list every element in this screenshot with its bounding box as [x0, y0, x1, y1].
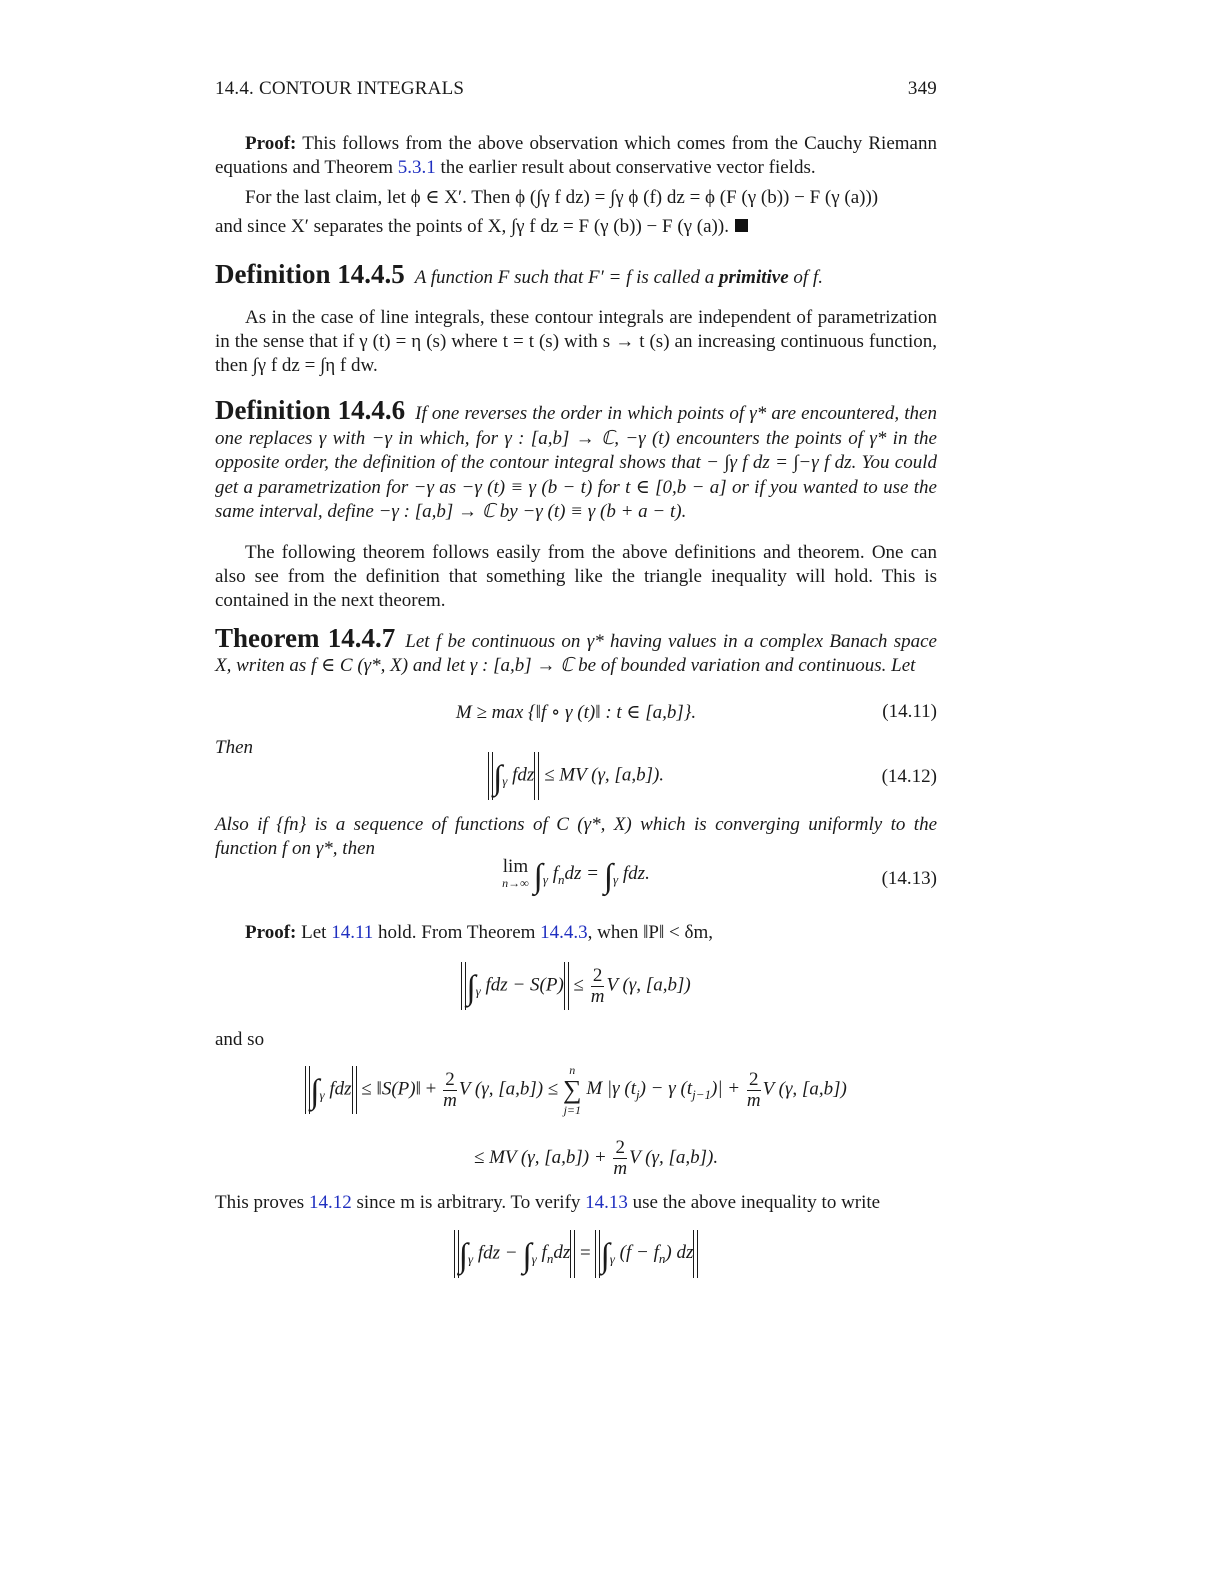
equation-body: lim n→∞ $\int_\gamma$ $f_ndz = \int_\gamma$ fdz. [502, 855, 650, 895]
definition-title: Definition 14.4.5 [215, 259, 405, 289]
proof-text: use the above inequality to write [627, 1192, 881, 1213]
definition-title: Definition 14.4.6 [215, 395, 406, 425]
and-so-text: and so [215, 1029, 265, 1050]
final-equation [215, 1230, 937, 1290]
equation-number: (14.12) [881, 766, 937, 787]
theorem-title: Theorem 14.4.7 [215, 623, 396, 653]
equation-link-14-12[interactable]: 14.12 [308, 1192, 352, 1213]
page-number: 349 [907, 78, 937, 99]
qed-square-icon [735, 219, 748, 232]
definition-14-4-6 [215, 395, 937, 525]
following-paragraph: The following theorem follows easily from the above definitions and theorem. One can also see from the definition that something like the triangle inequality will hold. This is contained in the next theorem. [215, 542, 937, 611]
proof-paragraph-2 [215, 921, 937, 945]
theorem-14-4-7 [215, 623, 937, 678]
definition-term: primitive [719, 267, 789, 288]
then-label: Then [215, 737, 253, 758]
also-paragraph: Also if {fn} is a sequence of functions of C (γ*, X) which is converging uniformly to the function f on γ*, then [215, 814, 937, 859]
equation-14-12 [215, 752, 937, 808]
definition-text: If one reverses the order in which points of γ* are encountered, then one replaces γ with −γ in which, for γ : [a,b] → ℂ, −γ (t) encounters the points of γ* in the opposite order, the definition of the contour integral shows that − ∫γ f dz = ∫−γ f dz. You could get a parametrization for −γ as −γ (t) ≡ γ (b − t) for t ∈ [0,b − a] or if you wanted to use the same interval, define −γ : [a,b] → ℂ by −γ (t) ≡ γ (b + a − t). [215, 403, 937, 522]
equation-14-13 [215, 855, 937, 908]
inequality-chain [215, 1062, 937, 1122]
equation-body: $\int_\gamma$ fdz ≤ MV (γ, [a,b]). [215, 752, 937, 800]
proof-text: , when ‖P‖ < δm, [587, 922, 714, 943]
equation-body: $\int_\gamma$ fdz − $\int_\gamma$ $f_ndz = \int_\gamma$ $(f - f_n)$ dz [215, 1230, 937, 1278]
equation-body: M ≥ max {‖f ∘ γ (t)‖ : t ∈ [a,b]}. [455, 702, 697, 723]
equation-rhs: ≤ MV (γ, [a,b]). [544, 764, 665, 786]
proof-text: since m is arbitrary. To verify [351, 1192, 586, 1213]
definition-text: A function F such that F′ = f is called a [414, 267, 719, 288]
equation-body: $\int_\gamma$ fdz ≤ ‖S(P)‖ + $\frac{2}{m}$ V (γ, [a,b]) ≤ n ∑ j=1 M |γ $(t_j) - \gamma$ $(t_{j-1})|$ + $\frac{2}{m}$ V (γ, [a,b]) [215, 1062, 937, 1118]
equation-body: $\int_\gamma$ fdz − S(P) ≤ $\frac{2}{m}$ V (γ, [a,b]) [215, 962, 937, 1010]
proof-text: Let [296, 922, 332, 943]
last-claim-text: and since X′ separates the points of X, ∫γ f dz = F (γ (b)) − F (γ (a)). [215, 216, 729, 237]
theorem-link-5-3-1[interactable]: 5.3.1 [397, 157, 436, 178]
equation-number: (14.11) [882, 701, 937, 722]
equation-number: (14.13) [881, 868, 937, 889]
parametrization-paragraph: As in the case of line integrals, these contour integrals are independent of parametrization in the sense that if γ (t) = η (s) where t = t (s) with s → t (s) an increasing continuous function, then ∫γ f dz = ∫η f dw. [215, 307, 937, 376]
proof-text-b: the earlier result about conservative vector fields. [435, 157, 816, 178]
norm-bar [534, 752, 539, 800]
proof-label: Proof: [245, 133, 297, 154]
equation-body: ≤ MV (γ, [a,b]) + $\frac{2}{m}$ V (γ, [a,b]). [473, 1137, 719, 1179]
proof-label: Proof: [245, 922, 297, 943]
proof-text: This proves [215, 1192, 309, 1213]
running-header-section: 14.4. CONTOUR INTEGRALS [215, 78, 465, 99]
integral-sign-icon: ∫ [492, 759, 503, 797]
inequality-riemann-sum [215, 962, 937, 1018]
theorem-text: Let f be continuous on γ* having values in a complex Banach space X, writen as f ∈ C (γ*, X) and let γ : [a,b] → ℂ be of bounded variation and continuous. Let [215, 631, 937, 676]
definition-14-4-5 [215, 258, 937, 294]
theorem-link-14-4-3[interactable]: 14.4.3 [540, 922, 588, 943]
equation-14-11 [215, 701, 937, 741]
proof-text-a: This follows from the above observation which comes from the Cauchy Riemann equations and Theorem [215, 133, 937, 178]
last-claim-line-1: For the last claim, let ϕ ∈ X′. Then ϕ (∫γ f dz) = ∫γ ϕ (f) dz = ϕ (F (γ (b)) − F (γ (a))) [245, 187, 879, 208]
equation-link-14-11[interactable]: 14.11 [331, 922, 374, 943]
proof-paragraph [215, 132, 937, 180]
equation-link-14-13[interactable]: 14.13 [585, 1192, 628, 1213]
last-claim-line-2 [215, 215, 937, 239]
definition-text-end: of f. [788, 267, 823, 288]
inequality-chain-continued [215, 1138, 937, 1188]
proof-text: hold. From Theorem [373, 922, 541, 943]
proves-paragraph [215, 1191, 937, 1215]
